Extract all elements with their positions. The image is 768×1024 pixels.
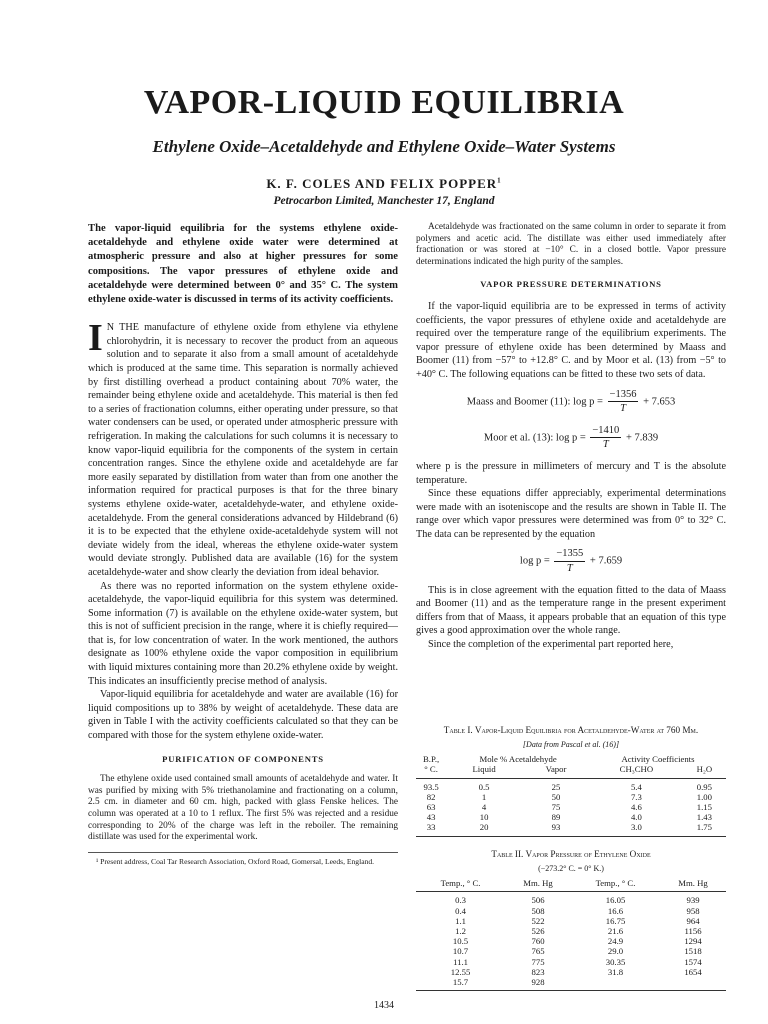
table-2-cell: 1.1 — [455, 915, 466, 926]
table-row — [416, 926, 726, 936]
table-2-cell: 1.2 — [455, 926, 466, 936]
table-row — [416, 967, 726, 977]
table-2-cell: 823 — [531, 966, 545, 977]
table-1-cell: 5.4 — [630, 781, 642, 792]
equation-maass-boomer — [416, 388, 726, 416]
table-1-header-row-1 — [416, 754, 726, 764]
table-2-rule — [416, 891, 726, 892]
equation-3-label: log p = — [519, 555, 550, 567]
table-1-cell: 1.00 — [696, 791, 712, 802]
table-1-rule — [416, 778, 726, 779]
table-1-header-bp-unit: ° C. — [424, 764, 438, 775]
table-1-cell: 7.3 — [630, 791, 642, 802]
paragraph-since-completion: Since the completion of the experimental part reported here, — [428, 639, 674, 651]
equation-3-denominator: T — [566, 563, 573, 575]
table-2-cell — [660, 977, 726, 987]
equation-1-numerator: −1356 — [608, 388, 639, 403]
table-2-cell: 10.5 — [452, 936, 469, 947]
table-2-header-row — [416, 878, 726, 888]
table-row — [416, 957, 726, 967]
table-1-header-mole: Mole % Acetaldehyde — [479, 754, 557, 765]
table-2-cell: 0.4 — [455, 905, 466, 916]
table-1-cell: 82 — [426, 791, 436, 802]
table-2-cell: 16.75 — [605, 915, 626, 926]
article-title: VAPOR-LIQUID EQUILIBRIA — [143, 84, 625, 121]
equation-2-fraction — [590, 424, 621, 452]
table-1-block — [416, 724, 726, 840]
table-2-cell: 1156 — [684, 926, 702, 936]
table-2-cell: 506 — [531, 895, 545, 906]
table-2-cell: 24.9 — [607, 936, 624, 947]
equation-2-constant: + 7.839 — [625, 432, 659, 444]
table-row — [416, 812, 726, 822]
table-1-header-liquid: Liquid — [472, 764, 496, 775]
table-2-cell: 10.7 — [452, 946, 469, 957]
table-2-cell: 15.7 — [452, 977, 469, 988]
equation-2-numerator: −1410 — [590, 424, 621, 439]
author-line — [0, 176, 768, 192]
table-1-cell: 4 — [481, 802, 487, 812]
table-2-cell: 1654 — [684, 966, 702, 977]
table-2-cell: 21.6 — [607, 926, 624, 936]
equation-1-fraction — [608, 388, 639, 416]
table-2-cell: 964 — [686, 915, 700, 926]
table-2-cell: 928 — [531, 977, 545, 988]
table-1-source: [Data from Pascal et al. (16)] — [522, 739, 620, 749]
intro-paragraph — [88, 317, 398, 579]
equation-1-label: Maass and Boomer (11): log p = — [466, 396, 603, 408]
table-2-header-temp-1: Temp., ° C. — [440, 878, 481, 889]
table-1-title: Table I. Vapor-Liquid Equilibria for Acetaldehyde-Water at 760 Mm. — [443, 725, 699, 735]
table-2-cell: 0.3 — [455, 895, 466, 906]
intro-paragraph-text: N THE manufacture of ethylene oxide from ethylene via ethylene chlorohydrin, it is necessary to recover the product from an aqueous solution and to separate it also from a small amount of acetaldehyde which is produced at the same time. This separation is normally achieved by first distilling overhead a product containing about 70% water, the remainder being ethylene oxide and acetaldehyde. This material is then fed to a series of fractionation columns, either operating under pressure, so that water condensers can be used, or operated under atmospheric pressure with refrigeration. In making the calculations for such columns it is necessary to know vapor-liquid equilibria for the components of the system in certain concentration ranges. Since the ethylene oxide and acetaldehyde are far more easily separated by distillation from water than from one another the information required for practical purposes is that for the three binary systems ethylene oxide-water, acetaldehyde-water, and ethylene oxide-acetaldehyde. From the general considerations advanced by Hildebrand (6) it is to be expected that the ethylene oxide-acetaldehyde system will not deviate widely from the ideal, whereas the ethylene oxide-water system would deviate strongly. Published data are available (16) for the system acetaldehyde-water and show clearly the deviation from ideal behavior. — [88, 322, 398, 578]
table-1-cell: 93.5 — [423, 781, 439, 792]
table-row — [416, 916, 726, 926]
paragraph-agreement: This is in close agreement with the equation fitted to the data of Maass and Boomer (11) and as the temperature range in the present experiment differs from that of Maass, it appears probable that an equation of this type gives a good approximation over the whole range. — [416, 584, 726, 637]
table-2-title: Table II. Vapor Pressure of Ethylene Oxide — [491, 849, 651, 859]
table-1-cell: 1.15 — [696, 802, 712, 812]
table-1 — [416, 754, 726, 832]
table-1-header-ch3cho: CH₃CHO — [619, 764, 654, 775]
paragraph-purification: The ethylene oxide used contained small amounts of acetaldehyde and water. It was purified by mixing with 5% triethanolamine and fractionating on a column, 2.5 cm. in diameter and 60 cm. high, packed with glass Fenske helices. The column was operated at a 10 to 1 reflux. The first 5% was rejected and a residue corresponding to 20% of the charge was left in the reboiler. The remaining distillate was used for the experimental work. — [88, 774, 398, 843]
table-1-cell: 43 — [426, 812, 436, 823]
table-row — [416, 822, 726, 832]
table-1-header-vapor: Vapor — [545, 764, 567, 775]
section-heading-vapor-pressure: VAPOR PRESSURE DETERMINATIONS — [480, 279, 662, 290]
paragraph-where: where p is the pressure in millimeters of mercury and T is the absolute temperature. — [416, 460, 726, 486]
table-2-header-mm-2: Mm. Hg — [678, 878, 708, 889]
table-2-cell: 16.05 — [605, 895, 626, 906]
table-1-cell: 50 — [551, 791, 561, 802]
paragraph-acetaldehyde-water: Vapor-liquid equilibria for acetaldehyde and water are available (16) for liquid compositions up to 38% by weight of acetaldehyde. These data are given in Table I with the activity coefficients calculated so that they can be compared with those for the system ethylene oxide-water. — [88, 689, 398, 742]
table-2-cell: 1518 — [684, 946, 702, 957]
table-2-subtitle: (−273.2° C. = 0° K.) — [538, 863, 604, 873]
table-row — [416, 977, 726, 987]
table-2-cell: 16.6 — [607, 905, 624, 916]
paragraph-ethylene-oxide-water: As there was no reported information on the system ethylene oxide-acetaldehyde, the vapor-liquid equilibria for this system was determined. Some information (7) is available on the ethylene oxide-water system, but this is not of sufficient precision in the range, where it is chiefly required—that is, for low concentration of water. In the work mentioned, the authors designate as 100% ethylene oxide the vapor composition in equilibrium with liquid mixtures containing more than 20.2% ethylene oxide by weight. This indicates an insufficiently precise method of analysis. — [88, 580, 398, 687]
drop-cap: I — [88, 317, 103, 360]
equation-3-constant: + 7.659 — [589, 555, 623, 567]
table-1-cell: 75 — [551, 802, 561, 812]
page-number: 1434 — [374, 1000, 394, 1011]
table-1-cell: 1.75 — [696, 822, 712, 833]
right-column — [416, 222, 726, 652]
table-1-cell: 1.43 — [696, 812, 712, 823]
table-2-cell: 939 — [686, 895, 700, 906]
table-1-cell: 0.95 — [696, 781, 712, 792]
table-1-header-row-2 — [416, 764, 726, 774]
table-1-header-bp: B.P., — [422, 754, 440, 765]
table-2-cell: 760 — [531, 936, 545, 947]
table-1-cell: 63 — [426, 802, 436, 812]
table-2-block — [416, 848, 726, 994]
table-2-cell: 1294 — [684, 936, 702, 947]
section-heading-purification: PURIFICATION OF COMPONENTS — [162, 753, 324, 764]
table-2-cell: 12.55 — [450, 966, 471, 977]
table-row — [416, 802, 726, 812]
table-1-cell: 89 — [551, 812, 561, 823]
left-column — [88, 222, 398, 867]
table-1-cell: 93 — [551, 822, 561, 833]
table-1-cell: 1 — [481, 791, 487, 802]
table-1-cell: 4.0 — [630, 812, 642, 823]
equation-moor — [416, 424, 726, 452]
paragraph-vapor-pressure-intro: If the vapor-liquid equilibria are to be expressed in terms of activity coefficients, the vapor pressures of ethylene oxide and acetaldehyde are required over the temperature range of the equilibrium experiments. The vapor pressure of ethylene oxide has been determined by Maass and Boomer (11) from −57° to +12.8° C. and by Moor et al. (13) from −5° to +40° C. The following equations can be fitted to these two sets of data. — [416, 300, 726, 380]
table-row — [416, 895, 726, 905]
table-1-bottom-rule — [416, 836, 726, 837]
paragraph-acetaldehyde-fractionation: Acetaldehyde was fractionated on the same column in order to separate it from polymers and acetic acid. The distillate was either used immediately after fractionation or was stored at −10° C. in a closed bottle. Vapor pressure determinations indicated the high purity of the samples. — [416, 222, 726, 267]
table-2-header-temp-2: Temp., ° C. — [595, 878, 636, 889]
table-row — [416, 792, 726, 802]
equation-1-denominator: T — [620, 403, 626, 415]
table-2-cell: 765 — [531, 946, 545, 957]
table-2-cell: 11.1 — [453, 956, 468, 967]
equation-fitted — [416, 547, 726, 575]
table-row — [416, 782, 726, 792]
table-2-cell: 508 — [531, 905, 545, 916]
table-row — [416, 936, 726, 946]
table-1-cell: 25 — [551, 781, 561, 792]
table-1-cell: 33 — [426, 822, 436, 833]
table-2-cell: 30.35 — [605, 956, 626, 967]
table-row — [416, 946, 726, 956]
equation-1-constant: + 7.653 — [643, 396, 676, 408]
table-1-cell: 20 — [479, 822, 489, 833]
article-subtitle: Ethylene Oxide–Acetaldehyde and Ethylene Oxide–Water Systems — [152, 137, 616, 156]
table-2-cell: 31.8 — [607, 966, 624, 977]
equation-3-fraction — [554, 547, 585, 575]
table-1-cell: 3.0 — [630, 822, 642, 833]
paragraph-isoteniscope: Since these equations differ appreciably, experimental determinations were made with an isoteniscope and the results are shown in Table II. The range over which vapor pressures were determined was from 0° to 32° C. The data can be represented by the equation — [416, 488, 726, 540]
equation-2-label: Moor et al. (13): log p = — [483, 432, 586, 444]
table-1-cell: 0.5 — [478, 781, 490, 792]
author-footnote-mark: 1 — [497, 176, 502, 185]
table-1-header-activity: Activity Coefficients — [621, 754, 695, 765]
table-2-header-mm-1: Mm. Hg — [523, 878, 553, 889]
table-1-cell: 10 — [479, 812, 489, 823]
table-2-cell: 1574 — [684, 956, 702, 967]
table-2-cell: 29.0 — [607, 946, 624, 957]
table-2 — [416, 878, 726, 987]
footnote: ¹ Present address, Coal Tar Research Association, Oxford Road, Gomersal, Leeds, England. — [88, 852, 398, 867]
table-row — [416, 906, 726, 916]
equation-2-denominator: T — [602, 439, 609, 451]
author-names: K. F. COLES AND FELIX POPPER — [266, 176, 498, 191]
table-1-header-h2o: H₂O — [696, 764, 713, 775]
table-2-cell: 958 — [686, 905, 700, 916]
table-2-cell — [571, 977, 660, 987]
table-2-cell: 775 — [531, 956, 545, 967]
abstract: The vapor-liquid equilibria for the systems ethylene oxide-acetaldehyde and ethylene oxide water were determined at atmospheric pressure and also at higher pressures for some compositions. The vapor pressures of ethylene oxide and acetaldehyde were determined between 0° and 35° C. The system ethylene oxide-water is discussed in terms of its activity coefficients. — [88, 223, 398, 306]
affiliation: Petrocarbon Limited, Manchester 17, England — [273, 195, 495, 207]
table-2-bottom-rule — [416, 990, 726, 991]
table-2-cell: 526 — [531, 926, 545, 936]
table-2-cell: 522 — [531, 915, 545, 926]
equation-3-numerator: −1355 — [554, 547, 585, 562]
table-1-cell: 4.6 — [630, 802, 642, 812]
